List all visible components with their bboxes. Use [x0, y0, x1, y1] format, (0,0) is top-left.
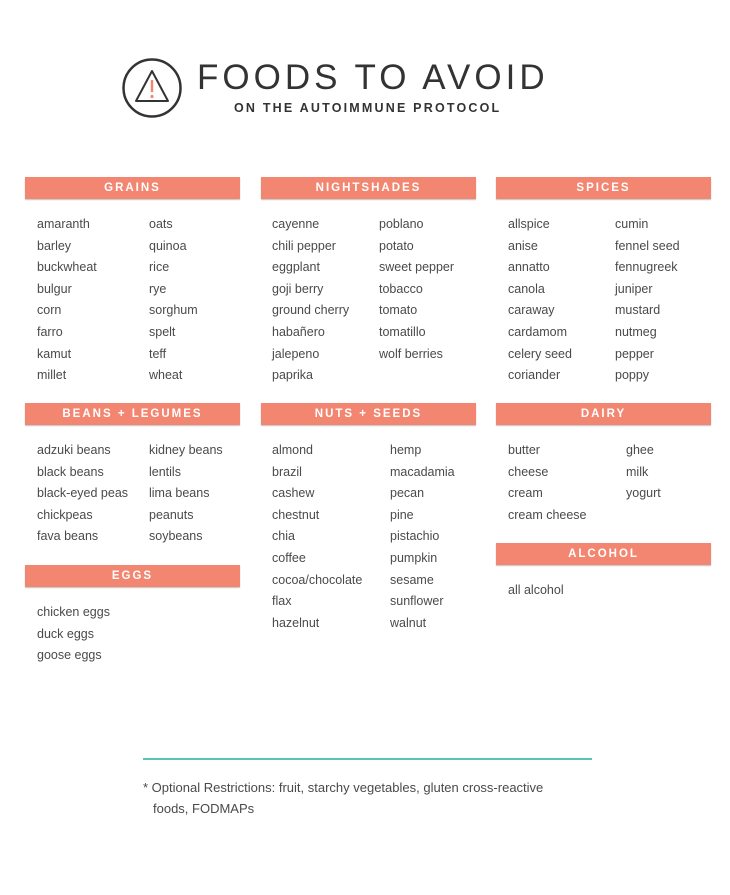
grains-column-1: [37, 214, 97, 387]
section-grains: [25, 177, 240, 383]
food-item: nutmeg: [615, 324, 657, 339]
food-item: fava beans: [37, 529, 99, 544]
food-item: hazelnut: [272, 615, 320, 630]
section-beans-legumes: [25, 403, 240, 544]
food-item: black beans: [37, 464, 104, 479]
section-nightshades: [261, 177, 476, 383]
food-item: tomato: [379, 303, 418, 318]
food-item: habañero: [272, 324, 325, 339]
food-item: cashew: [272, 486, 315, 501]
food-item: butter: [508, 443, 540, 457]
food-item: cardamom: [508, 324, 568, 339]
dairy-column-2: [626, 440, 661, 505]
food-item: mustard: [615, 303, 661, 318]
food-item: poppy: [615, 368, 650, 383]
food-item: cayenne: [272, 217, 320, 231]
food-item: fennel seed: [615, 238, 680, 253]
food-item: potato: [379, 238, 414, 253]
section-alcohol: [496, 543, 711, 597]
beans-column-1: [37, 440, 128, 548]
section-header-spices: SPICES: [496, 177, 711, 199]
food-item: anise: [508, 238, 538, 253]
food-item: pepper: [615, 346, 654, 361]
footnote: [143, 777, 603, 819]
food-item: cocoa/chocolate: [272, 572, 363, 587]
food-item: goose eggs: [37, 648, 102, 663]
food-item: jalepeno: [272, 346, 320, 361]
food-item: sesame: [390, 572, 434, 587]
food-item: brazil: [272, 464, 302, 479]
section-header-nuts-seeds: NUTS + SEEDS: [261, 403, 476, 425]
section-header-eggs: EGGS: [25, 565, 240, 587]
page-title: FOODS TO AVOID: [197, 58, 549, 97]
food-item: walnut: [390, 615, 427, 630]
section-header-beans-legumes: BEANS + LEGUMES: [25, 403, 240, 425]
nightshades-column-2: [379, 214, 454, 365]
food-item: corn: [37, 303, 62, 318]
grains-column-2: [149, 214, 198, 387]
food-item: coriander: [508, 368, 561, 383]
food-item: allspice: [508, 217, 550, 231]
food-item: kamut: [37, 346, 72, 361]
food-item: goji berry: [272, 281, 324, 296]
food-item: almond: [272, 443, 313, 457]
nightshades-column-1: [272, 214, 349, 387]
food-item: chicken eggs: [37, 605, 110, 619]
food-item: kidney beans: [149, 443, 223, 457]
food-item: celery seed: [508, 346, 572, 361]
food-item: cheese: [508, 464, 549, 479]
food-item: paprika: [272, 368, 313, 383]
food-item: all alcohol: [508, 583, 564, 597]
food-item: macadamia: [390, 464, 455, 479]
section-header-grains: GRAINS: [25, 177, 240, 199]
food-item: chestnut: [272, 507, 320, 522]
food-item: millet: [37, 368, 67, 383]
food-item: tomatillo: [379, 324, 426, 339]
food-item: hemp: [390, 443, 422, 457]
section-header-dairy: DAIRY: [496, 403, 711, 425]
food-item: barley: [37, 238, 72, 253]
food-item: pistachio: [390, 529, 440, 544]
food-item: lentils: [149, 464, 181, 479]
food-item: farro: [37, 324, 63, 339]
section-eggs: [25, 565, 240, 663]
eggs-column-1: [37, 602, 110, 667]
alcohol-column-1: [508, 580, 564, 602]
nuts-column-1: [272, 440, 362, 634]
food-item: teff: [149, 346, 167, 361]
footnote-line-1: * Optional Restrictions: fruit, starchy vegetables, gluten cross-reactive: [143, 780, 544, 795]
food-item: ghee: [626, 443, 654, 457]
food-item: canola: [508, 281, 545, 296]
section-header-alcohol: ALCOHOL: [496, 543, 711, 565]
food-item: amaranth: [37, 217, 90, 231]
food-item: buckwheat: [37, 260, 97, 275]
food-item: pumpkin: [390, 550, 438, 565]
food-item: black-eyed peas: [37, 486, 129, 501]
food-item: rice: [149, 260, 170, 275]
food-item: poblano: [379, 217, 424, 231]
food-item: sunflower: [390, 594, 444, 609]
food-item: sorghum: [149, 303, 198, 318]
food-item: lima beans: [149, 486, 210, 501]
food-item: juniper: [615, 281, 653, 296]
food-item: soybeans: [149, 529, 203, 544]
food-item: flax: [272, 594, 292, 609]
food-item: eggplant: [272, 260, 320, 275]
food-item: ground cherry: [272, 303, 350, 318]
food-item: sweet pepper: [379, 260, 455, 275]
footer-divider: [143, 758, 592, 760]
spices-column-1: [508, 214, 572, 387]
food-item: rye: [149, 281, 167, 296]
food-item: cream cheese: [508, 507, 587, 522]
section-nuts-seeds: [261, 403, 476, 630]
food-item: annatto: [508, 260, 550, 275]
food-item: tobacco: [379, 281, 423, 296]
food-item: coffee: [272, 550, 306, 565]
food-item: cumin: [615, 217, 649, 231]
page-subtitle: ON THE AUTOIMMUNE PROTOCOL: [234, 101, 502, 115]
food-item: chili pepper: [272, 238, 336, 253]
food-item: quinoa: [149, 238, 187, 253]
page-header: [0, 0, 730, 140]
food-item: adzuki beans: [37, 443, 111, 457]
food-item: peanuts: [149, 507, 194, 522]
section-spices: [496, 177, 711, 383]
dairy-column-1: [508, 440, 587, 526]
footnote-line-2: foods, FODMAPs: [153, 801, 255, 816]
food-item: cream: [508, 486, 543, 501]
food-item: chia: [272, 529, 295, 544]
food-item: pecan: [390, 486, 425, 501]
food-item: bulgur: [37, 281, 72, 296]
food-item: oats: [149, 217, 173, 231]
food-item: caraway: [508, 303, 555, 318]
food-item: yogurt: [626, 486, 661, 501]
food-item: chickpeas: [37, 507, 93, 522]
food-item: wheat: [149, 368, 183, 383]
food-item: milk: [626, 464, 649, 479]
food-item: spelt: [149, 324, 176, 339]
food-item: wolf berries: [379, 346, 443, 361]
nuts-column-2: [390, 440, 455, 634]
warning-icon: [121, 57, 183, 119]
beans-column-2: [149, 440, 223, 548]
section-dairy: [496, 403, 711, 522]
section-header-nightshades: NIGHTSHADES: [261, 177, 476, 199]
food-item: pine: [390, 507, 414, 522]
food-item: fennugreek: [615, 260, 678, 275]
food-item: duck eggs: [37, 626, 94, 641]
spices-column-2: [615, 214, 680, 387]
